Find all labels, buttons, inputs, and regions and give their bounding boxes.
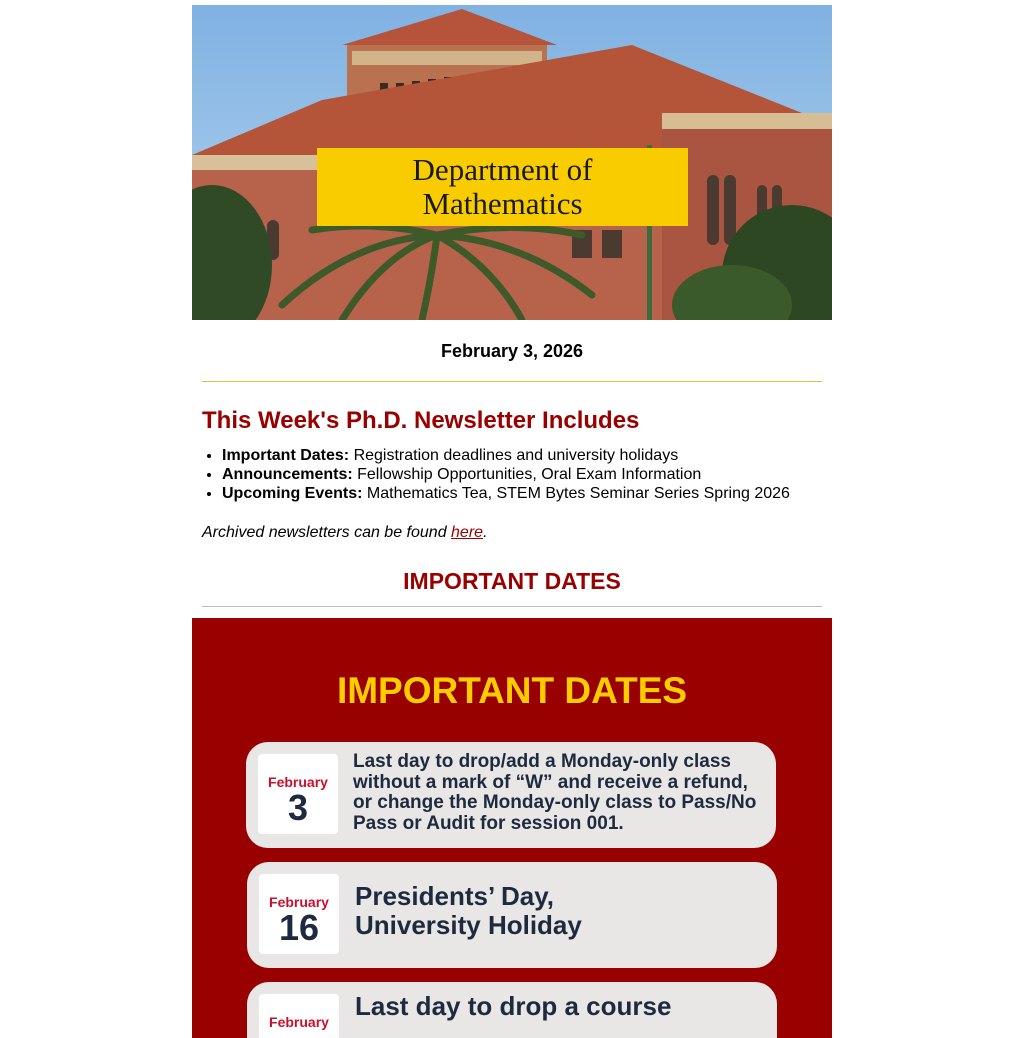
date-card — [247, 862, 777, 968]
intro-item-events — [222, 484, 842, 503]
date-card — [247, 982, 777, 1038]
banner-line-2: Mathematics — [422, 186, 583, 221]
archive-suffix: . — [483, 524, 488, 541]
banner-line-1: Department of — [412, 152, 593, 187]
intro-item-label: Important Dates: — [222, 447, 350, 464]
important-dates-panel — [192, 618, 832, 1038]
archive-prefix: Archived newsletters can be found — [202, 524, 452, 541]
date-card — [246, 742, 776, 848]
intro-item-text: Registration deadlines and university holidays — [349, 447, 679, 464]
calendar-icon — [259, 994, 339, 1038]
calendar-icon — [259, 874, 339, 954]
card-day: 16 — [278, 907, 320, 948]
intro-item-text: Mathematics Tea, STEM Bytes Seminar Series Spring 2026 — [362, 485, 790, 502]
archive-note — [202, 524, 488, 542]
intro-item-label: Upcoming Events: — [222, 485, 363, 502]
archive-link[interactable]: here — [451, 524, 484, 541]
card-day: 3 — [287, 787, 309, 828]
gold-divider — [202, 381, 822, 382]
grey-divider — [202, 606, 822, 607]
intro-list — [202, 446, 842, 503]
card-text: Last day to drop/add a Monday-only class without a mark of “W” and receive a refund, or change the Monday-only class to Pass/No Pass or Audit for session 001. — [353, 751, 757, 834]
card-month: February — [269, 894, 329, 910]
intro-item-announcements — [222, 465, 842, 484]
newsletter-date: February 3, 2026 — [440, 341, 584, 361]
intro-item-text: Fellowship Opportunities, Oral Exam Information — [352, 466, 702, 483]
calendar-icon — [258, 754, 338, 834]
card-text: Last day to drop a course — [355, 991, 672, 1021]
intro-item-label: Announcements: — [222, 466, 353, 483]
intro-heading: This Week's Ph.D. Newsletter Includes — [202, 407, 640, 434]
card-text: Presidents’ Day, University Holiday — [355, 881, 582, 940]
hero-image — [192, 5, 832, 320]
card-month: February — [269, 1014, 329, 1030]
card-month: February — [268, 774, 328, 790]
intro-item-dates — [222, 446, 842, 465]
panel-title: IMPORTANT DATES — [336, 670, 688, 711]
department-banner — [317, 148, 688, 226]
important-dates-heading: IMPORTANT DATES — [403, 568, 621, 594]
